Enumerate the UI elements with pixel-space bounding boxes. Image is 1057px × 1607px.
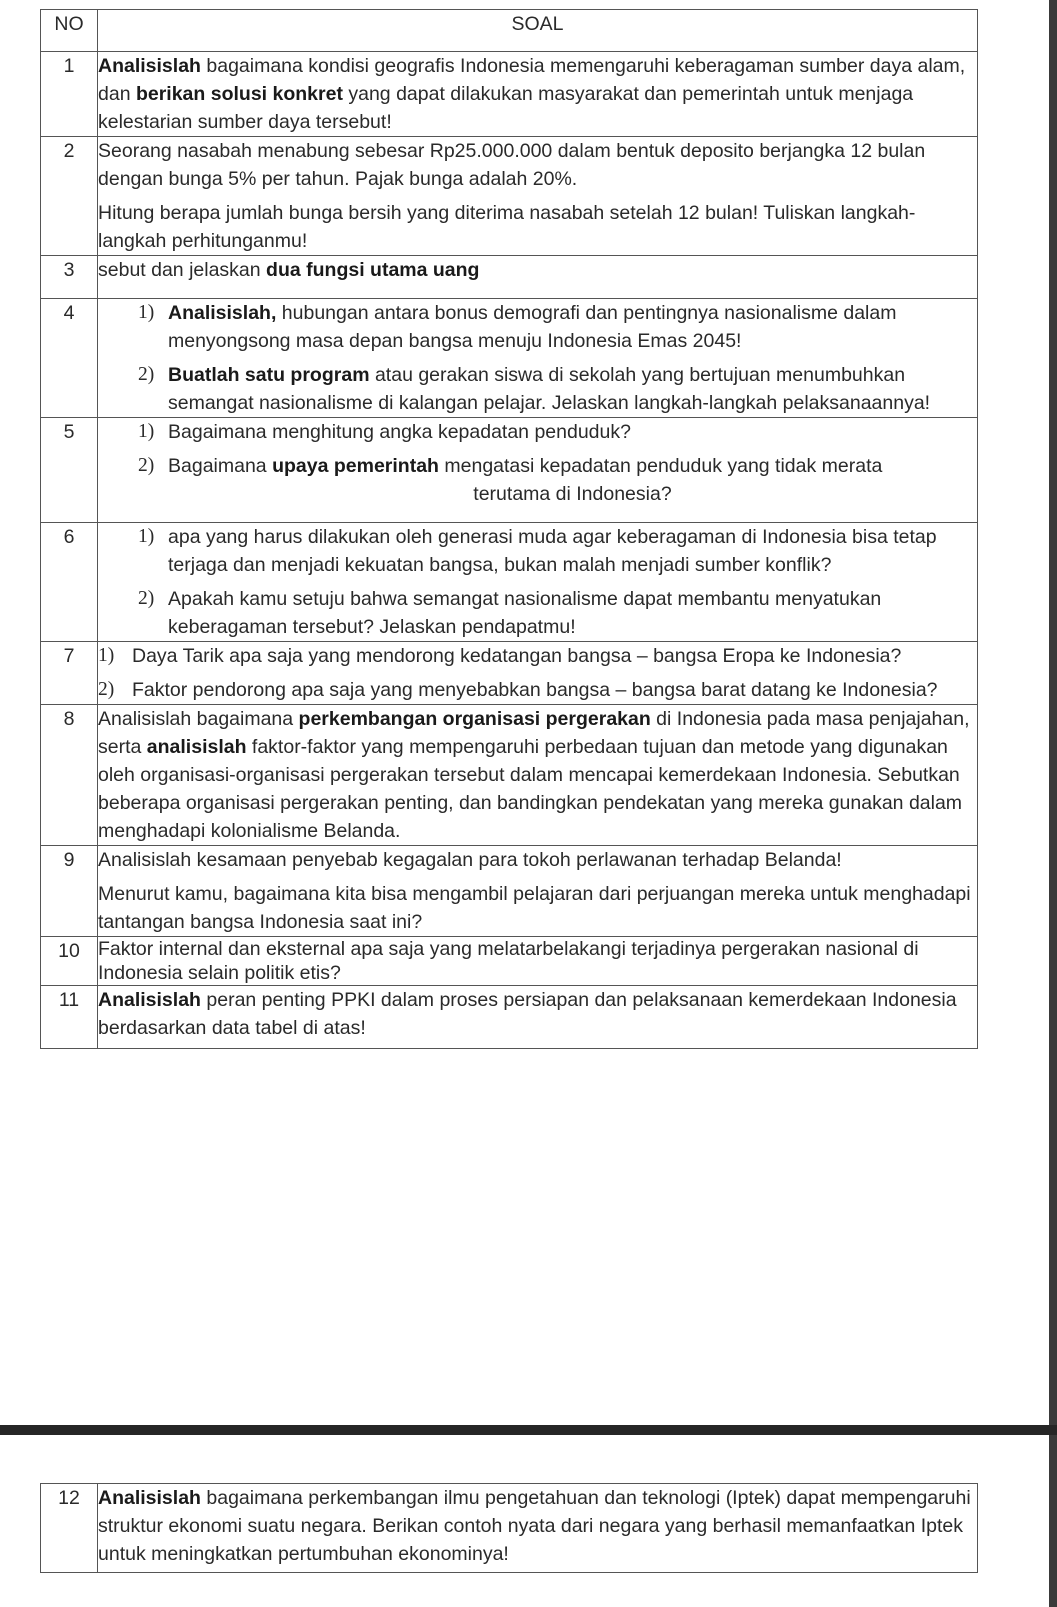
text-span: faktor-faktor yang mempengaruhi perbedaan tujuan dan metode yang digunakan oleh organisasi-organisasi pergerakan tersebut dalam mencapai kemerdekaan Indonesia. Sebutkan beberapa organisasi pergerakan penting, dan bandingkan pendekatan yang mereka gunakan dalam menghadapi kolonialisme Belanda. [98, 736, 963, 842]
question-text [98, 256, 978, 299]
bold-keyword: berikan solusi konkret [135, 83, 343, 105]
question-number: 1 [41, 52, 98, 137]
list-marker: 2) [98, 679, 115, 700]
list-marker: 1) [138, 302, 155, 323]
list-item [98, 299, 977, 355]
question-text [98, 418, 978, 523]
text-span: sebut dan jelaskan [98, 259, 267, 281]
table-row [41, 705, 978, 846]
page-separator [0, 1425, 1057, 1435]
question-number: 8 [41, 705, 98, 846]
bold-keyword: perkembangan organisasi pergerakan [298, 708, 651, 730]
text-span: hubungan antara bonus demografi dan pentingnya nasionalisme dalam menyongsong masa depan bangsa menuju Indonesia Emas 2045! [168, 302, 897, 352]
question-number: 10 [41, 937, 98, 986]
list-item [98, 642, 977, 670]
sub-question-list [98, 299, 977, 417]
table-row [41, 937, 978, 986]
question-number: 5 [41, 418, 98, 523]
table-row [41, 52, 978, 137]
text-span: Apakah kamu setuju bahwa semangat nasionalisme dapat membantu menyatukan keberagaman tersebut? Jelaskan pendapatmu! [168, 588, 882, 638]
sub-question-list [98, 523, 977, 641]
sub-question-list [98, 642, 977, 704]
question-number: 7 [41, 642, 98, 705]
question-paragraph: Seorang nasabah menabung sebesar Rp25.000.000 dalam bentuk deposito berjangka 12 bulan dengan bunga 5% per tahun. Pajak bunga adalah 20%. [98, 140, 926, 190]
list-marker: 2) [138, 364, 155, 385]
list-item [98, 676, 977, 704]
bold-keyword: Analisislah [98, 55, 201, 77]
table-row [41, 137, 978, 256]
table-row [41, 1484, 978, 1573]
bold-keyword: Buatlah satu program [168, 364, 370, 386]
question-text: Faktor internal dan eksternal apa saja yang melatarbelakangi terjadinya pergerakan nasional di Indonesia selain politik etis? [98, 937, 978, 986]
list-item [98, 418, 977, 446]
question-text [98, 642, 978, 705]
text-span: Bagaimana menghitung angka kepadatan penduduk? [168, 421, 631, 443]
question-text [98, 52, 978, 137]
question-text [98, 523, 978, 642]
question-text [98, 705, 978, 846]
table-row [41, 523, 978, 642]
question-number: 12 [41, 1484, 98, 1573]
question-table-continued [40, 1483, 978, 1573]
text-span: bagaimana perkembangan ilmu pengetahuan dan teknologi (Iptek) dapat mempengaruhi struktur ekonomi suatu negara. Berikan contoh nyata dari negara yang berhasil memanfaatkan Iptek untuk meningkatkan pertumbuhan ekonominya! [98, 1487, 971, 1565]
text-span: peran penting PPKI dalam proses persiapan dan pelaksanaan kemerdekaan Indonesia berdasarkan data tabel di atas! [98, 989, 957, 1039]
list-marker: 1) [138, 421, 155, 442]
bold-keyword: Analisislah, [168, 302, 277, 324]
list-marker: 2) [138, 588, 155, 609]
bold-keyword: analisislah [146, 736, 247, 758]
list-item [98, 452, 977, 508]
question-number: 9 [41, 846, 98, 937]
question-text [98, 1484, 978, 1573]
bold-keyword: Analisislah [98, 1487, 201, 1509]
sub-question-list [98, 418, 977, 508]
list-marker: 1) [98, 645, 115, 666]
bold-keyword: dua fungsi utama uang [266, 259, 480, 281]
header-soal: SOAL [98, 10, 978, 52]
list-item [98, 523, 977, 579]
text-span: apa yang harus dilakukan oleh generasi muda agar keberagaman di Indonesia bisa tetap terjaga dan menjadi kekuatan bangsa, bukan malah menjadi sumber konflik? [168, 526, 937, 576]
table-row [41, 642, 978, 705]
bold-keyword: Analisislah [98, 989, 201, 1011]
list-marker: 1) [138, 526, 155, 547]
question-number: 6 [41, 523, 98, 642]
question-number: 11 [41, 986, 98, 1049]
text-span: atau gerakan siswa di sekolah yang bertujuan menumbuhkan semangat nasionalisme di kalangan pelajar. Jelaskan langkah-langkah pelaksanaannya! [168, 364, 931, 414]
text-span: Bagaimana [168, 455, 273, 477]
text-span: Faktor pendorong apa saja yang menyebabkan bangsa – bangsa barat datang ke Indonesia? [132, 679, 938, 701]
table-header-row [41, 10, 978, 52]
table-row [41, 256, 978, 299]
text-span: Analisislah bagaimana [98, 708, 299, 730]
question-table [40, 9, 978, 1049]
text-span: terutama di Indonesia? [473, 483, 672, 505]
question-number: 3 [41, 256, 98, 299]
text-span: Daya Tarik apa saja yang mendorong kedatangan bangsa – bangsa Eropa ke Indonesia? [132, 645, 902, 667]
table-row [41, 846, 978, 937]
header-no: NO [41, 10, 98, 52]
question-text [98, 986, 978, 1049]
bold-keyword: upaya pemerintah [272, 455, 439, 477]
question-paragraph: Menurut kamu, bagaimana kita bisa mengambil pelajaran dari perjuangan mereka untuk menghadapi tantangan bangsa Indonesia saat ini? [98, 883, 971, 933]
table-row [41, 299, 978, 418]
text-span: bagaimana kondisi geografis Indonesia memengaruhi keberagaman sumber daya alam, dan [98, 55, 966, 105]
question-paragraph: Hitung berapa jumlah bunga bersih yang diterima nasabah setelah 12 bulan! Tuliskan langkah-langkah perhitunganmu! [98, 202, 916, 252]
list-item [98, 361, 977, 417]
list-marker: 2) [138, 455, 155, 476]
text-span: mengatasi kepadatan penduduk yang tidak merata [438, 455, 883, 477]
list-item [98, 585, 977, 641]
table-row [41, 418, 978, 523]
scroll-edge-bar [1049, 0, 1057, 1607]
question-number: 2 [41, 137, 98, 256]
question-text [98, 299, 978, 418]
question-text [98, 846, 978, 937]
question-paragraph: Analisislah kesamaan penyebab kegagalan para tokoh perlawanan terhadap Belanda! [98, 849, 842, 871]
table-row [41, 986, 978, 1049]
question-number: 4 [41, 299, 98, 418]
text-span: di Indonesia pada masa penjajahan, serta [98, 708, 970, 758]
question-text [98, 137, 978, 256]
text-span: yang dapat dilakukan masyarakat dan pemerintah untuk menjaga kelestarian sumber daya tersebut! [98, 83, 914, 133]
